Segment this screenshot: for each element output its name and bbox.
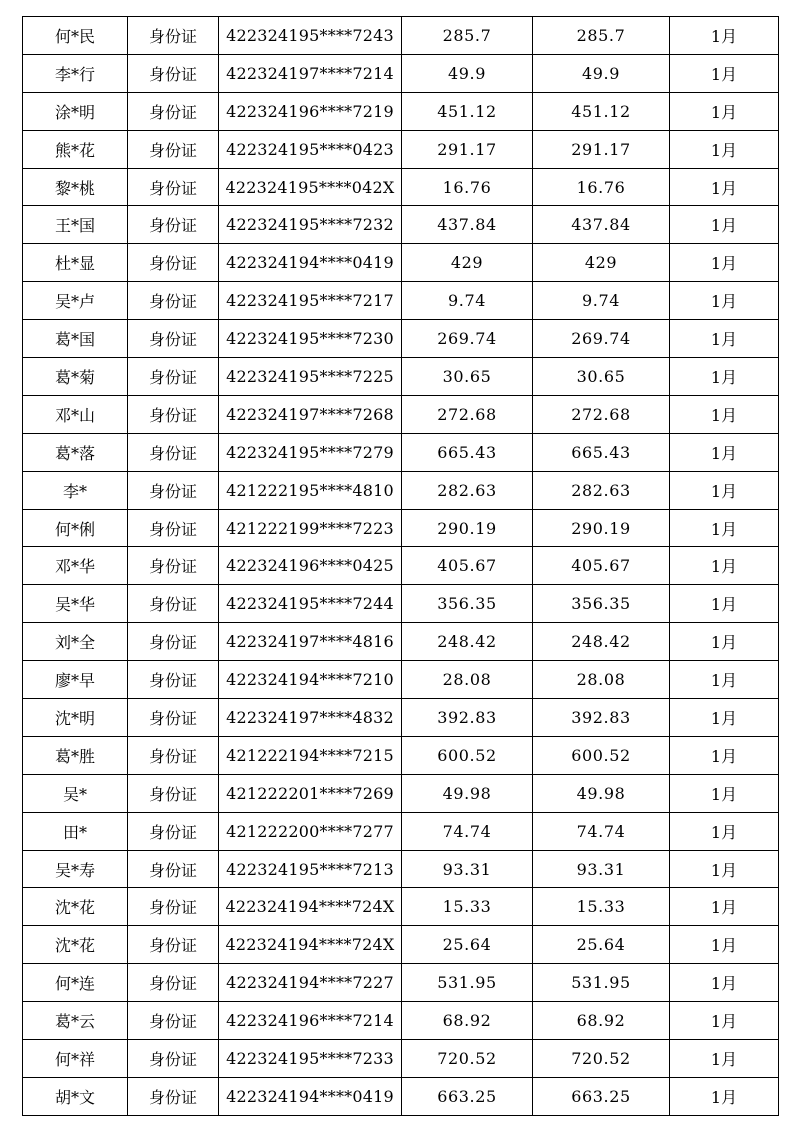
amount-cell: 25.64 xyxy=(402,926,533,964)
table-row xyxy=(23,1077,779,1115)
id-number-cell: 421222199****7223 xyxy=(219,509,402,547)
id-type-cell: 身份证 xyxy=(128,206,219,244)
id-number-cell: 422324197****4832 xyxy=(219,699,402,737)
id-type-cell: 身份证 xyxy=(128,774,219,812)
name-cell: 吴*卢 xyxy=(23,282,128,320)
month-cell: 1月 xyxy=(670,471,779,509)
table-row xyxy=(23,433,779,471)
month-cell: 1月 xyxy=(670,964,779,1002)
amount-cell: 248.42 xyxy=(402,623,533,661)
month-cell: 1月 xyxy=(670,736,779,774)
id-number-cell: 422324197****7268 xyxy=(219,395,402,433)
id-number-cell: 422324196****7214 xyxy=(219,1002,402,1040)
id-number-cell: 421222201****7269 xyxy=(219,774,402,812)
amount-paid-cell: 356.35 xyxy=(533,585,670,623)
month-cell: 1月 xyxy=(670,282,779,320)
name-cell: 涂*明 xyxy=(23,92,128,130)
id-number-cell: 421222195****4810 xyxy=(219,471,402,509)
amount-paid-cell: 282.63 xyxy=(533,471,670,509)
amount-cell: 74.74 xyxy=(402,812,533,850)
month-cell: 1月 xyxy=(670,774,779,812)
amount-cell: 68.92 xyxy=(402,1002,533,1040)
id-type-cell: 身份证 xyxy=(128,54,219,92)
id-type-cell: 身份证 xyxy=(128,358,219,396)
name-cell: 廖*早 xyxy=(23,661,128,699)
name-cell: 葛*云 xyxy=(23,1002,128,1040)
amount-cell: 291.17 xyxy=(402,130,533,168)
amount-cell: 437.84 xyxy=(402,206,533,244)
month-cell: 1月 xyxy=(670,358,779,396)
amount-cell: 30.65 xyxy=(402,358,533,396)
amount-cell: 16.76 xyxy=(402,168,533,206)
amount-paid-cell: 437.84 xyxy=(533,206,670,244)
name-cell: 何*俐 xyxy=(23,509,128,547)
id-number-cell: 422324197****4816 xyxy=(219,623,402,661)
id-type-cell: 身份证 xyxy=(128,168,219,206)
table-row xyxy=(23,1040,779,1078)
month-cell: 1月 xyxy=(670,926,779,964)
name-cell: 邓*华 xyxy=(23,547,128,585)
id-type-cell: 身份证 xyxy=(128,471,219,509)
table-row xyxy=(23,774,779,812)
id-type-cell: 身份证 xyxy=(128,1002,219,1040)
amount-paid-cell: 720.52 xyxy=(533,1040,670,1078)
name-cell: 葛*菊 xyxy=(23,358,128,396)
id-number-cell: 422324196****0425 xyxy=(219,547,402,585)
amount-paid-cell: 531.95 xyxy=(533,964,670,1002)
amount-cell: 9.74 xyxy=(402,282,533,320)
id-type-cell: 身份证 xyxy=(128,812,219,850)
id-type-cell: 身份证 xyxy=(128,320,219,358)
id-number-cell: 422324196****7219 xyxy=(219,92,402,130)
table-row xyxy=(23,509,779,547)
amount-cell: 49.9 xyxy=(402,54,533,92)
id-number-cell: 422324194****0419 xyxy=(219,1077,402,1115)
name-cell: 李*行 xyxy=(23,54,128,92)
name-cell: 何*祥 xyxy=(23,1040,128,1078)
table-row xyxy=(23,661,779,699)
name-cell: 沈*花 xyxy=(23,888,128,926)
amount-cell: 405.67 xyxy=(402,547,533,585)
amount-cell: 600.52 xyxy=(402,736,533,774)
amount-cell: 282.63 xyxy=(402,471,533,509)
table-row xyxy=(23,282,779,320)
amount-cell: 290.19 xyxy=(402,509,533,547)
table-row xyxy=(23,54,779,92)
id-number-cell: 422324194****724X xyxy=(219,888,402,926)
amount-cell: 28.08 xyxy=(402,661,533,699)
table-row xyxy=(23,585,779,623)
amount-paid-cell: 93.31 xyxy=(533,850,670,888)
table-row xyxy=(23,623,779,661)
amount-paid-cell: 28.08 xyxy=(533,661,670,699)
name-cell: 何*民 xyxy=(23,17,128,55)
id-type-cell: 身份证 xyxy=(128,282,219,320)
amount-paid-cell: 429 xyxy=(533,244,670,282)
table-row xyxy=(23,358,779,396)
month-cell: 1月 xyxy=(670,699,779,737)
amount-paid-cell: 285.7 xyxy=(533,17,670,55)
id-number-cell: 422324194****724X xyxy=(219,926,402,964)
table-row xyxy=(23,699,779,737)
amount-cell: 269.74 xyxy=(402,320,533,358)
month-cell: 1月 xyxy=(670,1002,779,1040)
month-cell: 1月 xyxy=(670,1077,779,1115)
name-cell: 吴*寿 xyxy=(23,850,128,888)
name-cell: 葛*国 xyxy=(23,320,128,358)
name-cell: 吴* xyxy=(23,774,128,812)
id-type-cell: 身份证 xyxy=(128,1077,219,1115)
name-cell: 葛*胜 xyxy=(23,736,128,774)
amount-paid-cell: 16.76 xyxy=(533,168,670,206)
month-cell: 1月 xyxy=(670,1040,779,1078)
amount-cell: 429 xyxy=(402,244,533,282)
name-cell: 杜*显 xyxy=(23,244,128,282)
amount-cell: 356.35 xyxy=(402,585,533,623)
name-cell: 刘*全 xyxy=(23,623,128,661)
month-cell: 1月 xyxy=(670,395,779,433)
amount-paid-cell: 600.52 xyxy=(533,736,670,774)
table-row xyxy=(23,812,779,850)
id-number-cell: 422324195****7230 xyxy=(219,320,402,358)
name-cell: 熊*花 xyxy=(23,130,128,168)
amount-paid-cell: 272.68 xyxy=(533,395,670,433)
id-type-cell: 身份证 xyxy=(128,850,219,888)
month-cell: 1月 xyxy=(670,130,779,168)
amount-paid-cell: 248.42 xyxy=(533,623,670,661)
month-cell: 1月 xyxy=(670,17,779,55)
amount-paid-cell: 663.25 xyxy=(533,1077,670,1115)
id-number-cell: 422324195****7217 xyxy=(219,282,402,320)
id-type-cell: 身份证 xyxy=(128,888,219,926)
month-cell: 1月 xyxy=(670,320,779,358)
amount-paid-cell: 451.12 xyxy=(533,92,670,130)
month-cell: 1月 xyxy=(670,850,779,888)
table-row xyxy=(23,547,779,585)
id-number-cell: 422324195****7213 xyxy=(219,850,402,888)
id-number-cell: 422324195****7243 xyxy=(219,17,402,55)
id-type-cell: 身份证 xyxy=(128,926,219,964)
amount-paid-cell: 15.33 xyxy=(533,888,670,926)
table-row xyxy=(23,320,779,358)
amount-cell: 665.43 xyxy=(402,433,533,471)
name-cell: 沈*明 xyxy=(23,699,128,737)
name-cell: 吴*华 xyxy=(23,585,128,623)
id-number-cell: 422324194****7227 xyxy=(219,964,402,1002)
id-number-cell: 422324195****7279 xyxy=(219,433,402,471)
amount-paid-cell: 74.74 xyxy=(533,812,670,850)
name-cell: 胡*文 xyxy=(23,1077,128,1115)
id-type-cell: 身份证 xyxy=(128,433,219,471)
month-cell: 1月 xyxy=(670,168,779,206)
amount-paid-cell: 392.83 xyxy=(533,699,670,737)
table-row xyxy=(23,471,779,509)
id-number-cell: 422324195****7225 xyxy=(219,358,402,396)
id-number-cell: 422324195****7233 xyxy=(219,1040,402,1078)
month-cell: 1月 xyxy=(670,54,779,92)
amount-paid-cell: 665.43 xyxy=(533,433,670,471)
name-cell: 邓*山 xyxy=(23,395,128,433)
amount-paid-cell: 290.19 xyxy=(533,509,670,547)
table-row xyxy=(23,92,779,130)
id-number-cell: 422324197****7214 xyxy=(219,54,402,92)
name-cell: 沈*花 xyxy=(23,926,128,964)
month-cell: 1月 xyxy=(670,888,779,926)
id-number-cell: 422324195****7232 xyxy=(219,206,402,244)
id-type-cell: 身份证 xyxy=(128,699,219,737)
amount-paid-cell: 25.64 xyxy=(533,926,670,964)
id-type-cell: 身份证 xyxy=(128,1040,219,1078)
amount-paid-cell: 405.67 xyxy=(533,547,670,585)
amount-cell: 272.68 xyxy=(402,395,533,433)
amount-paid-cell: 291.17 xyxy=(533,130,670,168)
amount-cell: 49.98 xyxy=(402,774,533,812)
amount-paid-cell: 30.65 xyxy=(533,358,670,396)
amount-paid-cell: 269.74 xyxy=(533,320,670,358)
month-cell: 1月 xyxy=(670,509,779,547)
month-cell: 1月 xyxy=(670,623,779,661)
id-type-cell: 身份证 xyxy=(128,244,219,282)
id-type-cell: 身份证 xyxy=(128,395,219,433)
id-number-cell: 421222194****7215 xyxy=(219,736,402,774)
id-number-cell: 421222200****7277 xyxy=(219,812,402,850)
id-type-cell: 身份证 xyxy=(128,509,219,547)
amount-paid-cell: 49.98 xyxy=(533,774,670,812)
amount-cell: 285.7 xyxy=(402,17,533,55)
table-row xyxy=(23,888,779,926)
id-type-cell: 身份证 xyxy=(128,964,219,1002)
roster-table xyxy=(22,16,779,1116)
id-number-cell: 422324194****7210 xyxy=(219,661,402,699)
month-cell: 1月 xyxy=(670,547,779,585)
id-type-cell: 身份证 xyxy=(128,92,219,130)
month-cell: 1月 xyxy=(670,433,779,471)
id-type-cell: 身份证 xyxy=(128,661,219,699)
id-type-cell: 身份证 xyxy=(128,17,219,55)
month-cell: 1月 xyxy=(670,812,779,850)
month-cell: 1月 xyxy=(670,244,779,282)
amount-paid-cell: 68.92 xyxy=(533,1002,670,1040)
amount-paid-cell: 49.9 xyxy=(533,54,670,92)
month-cell: 1月 xyxy=(670,92,779,130)
amount-cell: 93.31 xyxy=(402,850,533,888)
id-number-cell: 422324195****0423 xyxy=(219,130,402,168)
table-row xyxy=(23,926,779,964)
name-cell: 李* xyxy=(23,471,128,509)
name-cell: 葛*落 xyxy=(23,433,128,471)
table-row xyxy=(23,206,779,244)
table-row xyxy=(23,736,779,774)
amount-paid-cell: 9.74 xyxy=(533,282,670,320)
table-row xyxy=(23,130,779,168)
amount-cell: 451.12 xyxy=(402,92,533,130)
month-cell: 1月 xyxy=(670,661,779,699)
name-cell: 田* xyxy=(23,812,128,850)
id-type-cell: 身份证 xyxy=(128,736,219,774)
name-cell: 王*国 xyxy=(23,206,128,244)
amount-cell: 720.52 xyxy=(402,1040,533,1078)
amount-cell: 392.83 xyxy=(402,699,533,737)
table-row xyxy=(23,850,779,888)
id-type-cell: 身份证 xyxy=(128,547,219,585)
name-cell: 何*连 xyxy=(23,964,128,1002)
roster-table-body xyxy=(23,17,779,1116)
id-number-cell: 422324195****042X xyxy=(219,168,402,206)
amount-cell: 531.95 xyxy=(402,964,533,1002)
id-type-cell: 身份证 xyxy=(128,130,219,168)
table-row xyxy=(23,1002,779,1040)
table-row xyxy=(23,395,779,433)
table-row xyxy=(23,17,779,55)
id-type-cell: 身份证 xyxy=(128,585,219,623)
month-cell: 1月 xyxy=(670,585,779,623)
id-type-cell: 身份证 xyxy=(128,623,219,661)
table-row xyxy=(23,964,779,1002)
table-row xyxy=(23,244,779,282)
table-row xyxy=(23,168,779,206)
amount-cell: 15.33 xyxy=(402,888,533,926)
id-number-cell: 422324194****0419 xyxy=(219,244,402,282)
id-number-cell: 422324195****7244 xyxy=(219,585,402,623)
month-cell: 1月 xyxy=(670,206,779,244)
amount-cell: 663.25 xyxy=(402,1077,533,1115)
name-cell: 黎*桃 xyxy=(23,168,128,206)
